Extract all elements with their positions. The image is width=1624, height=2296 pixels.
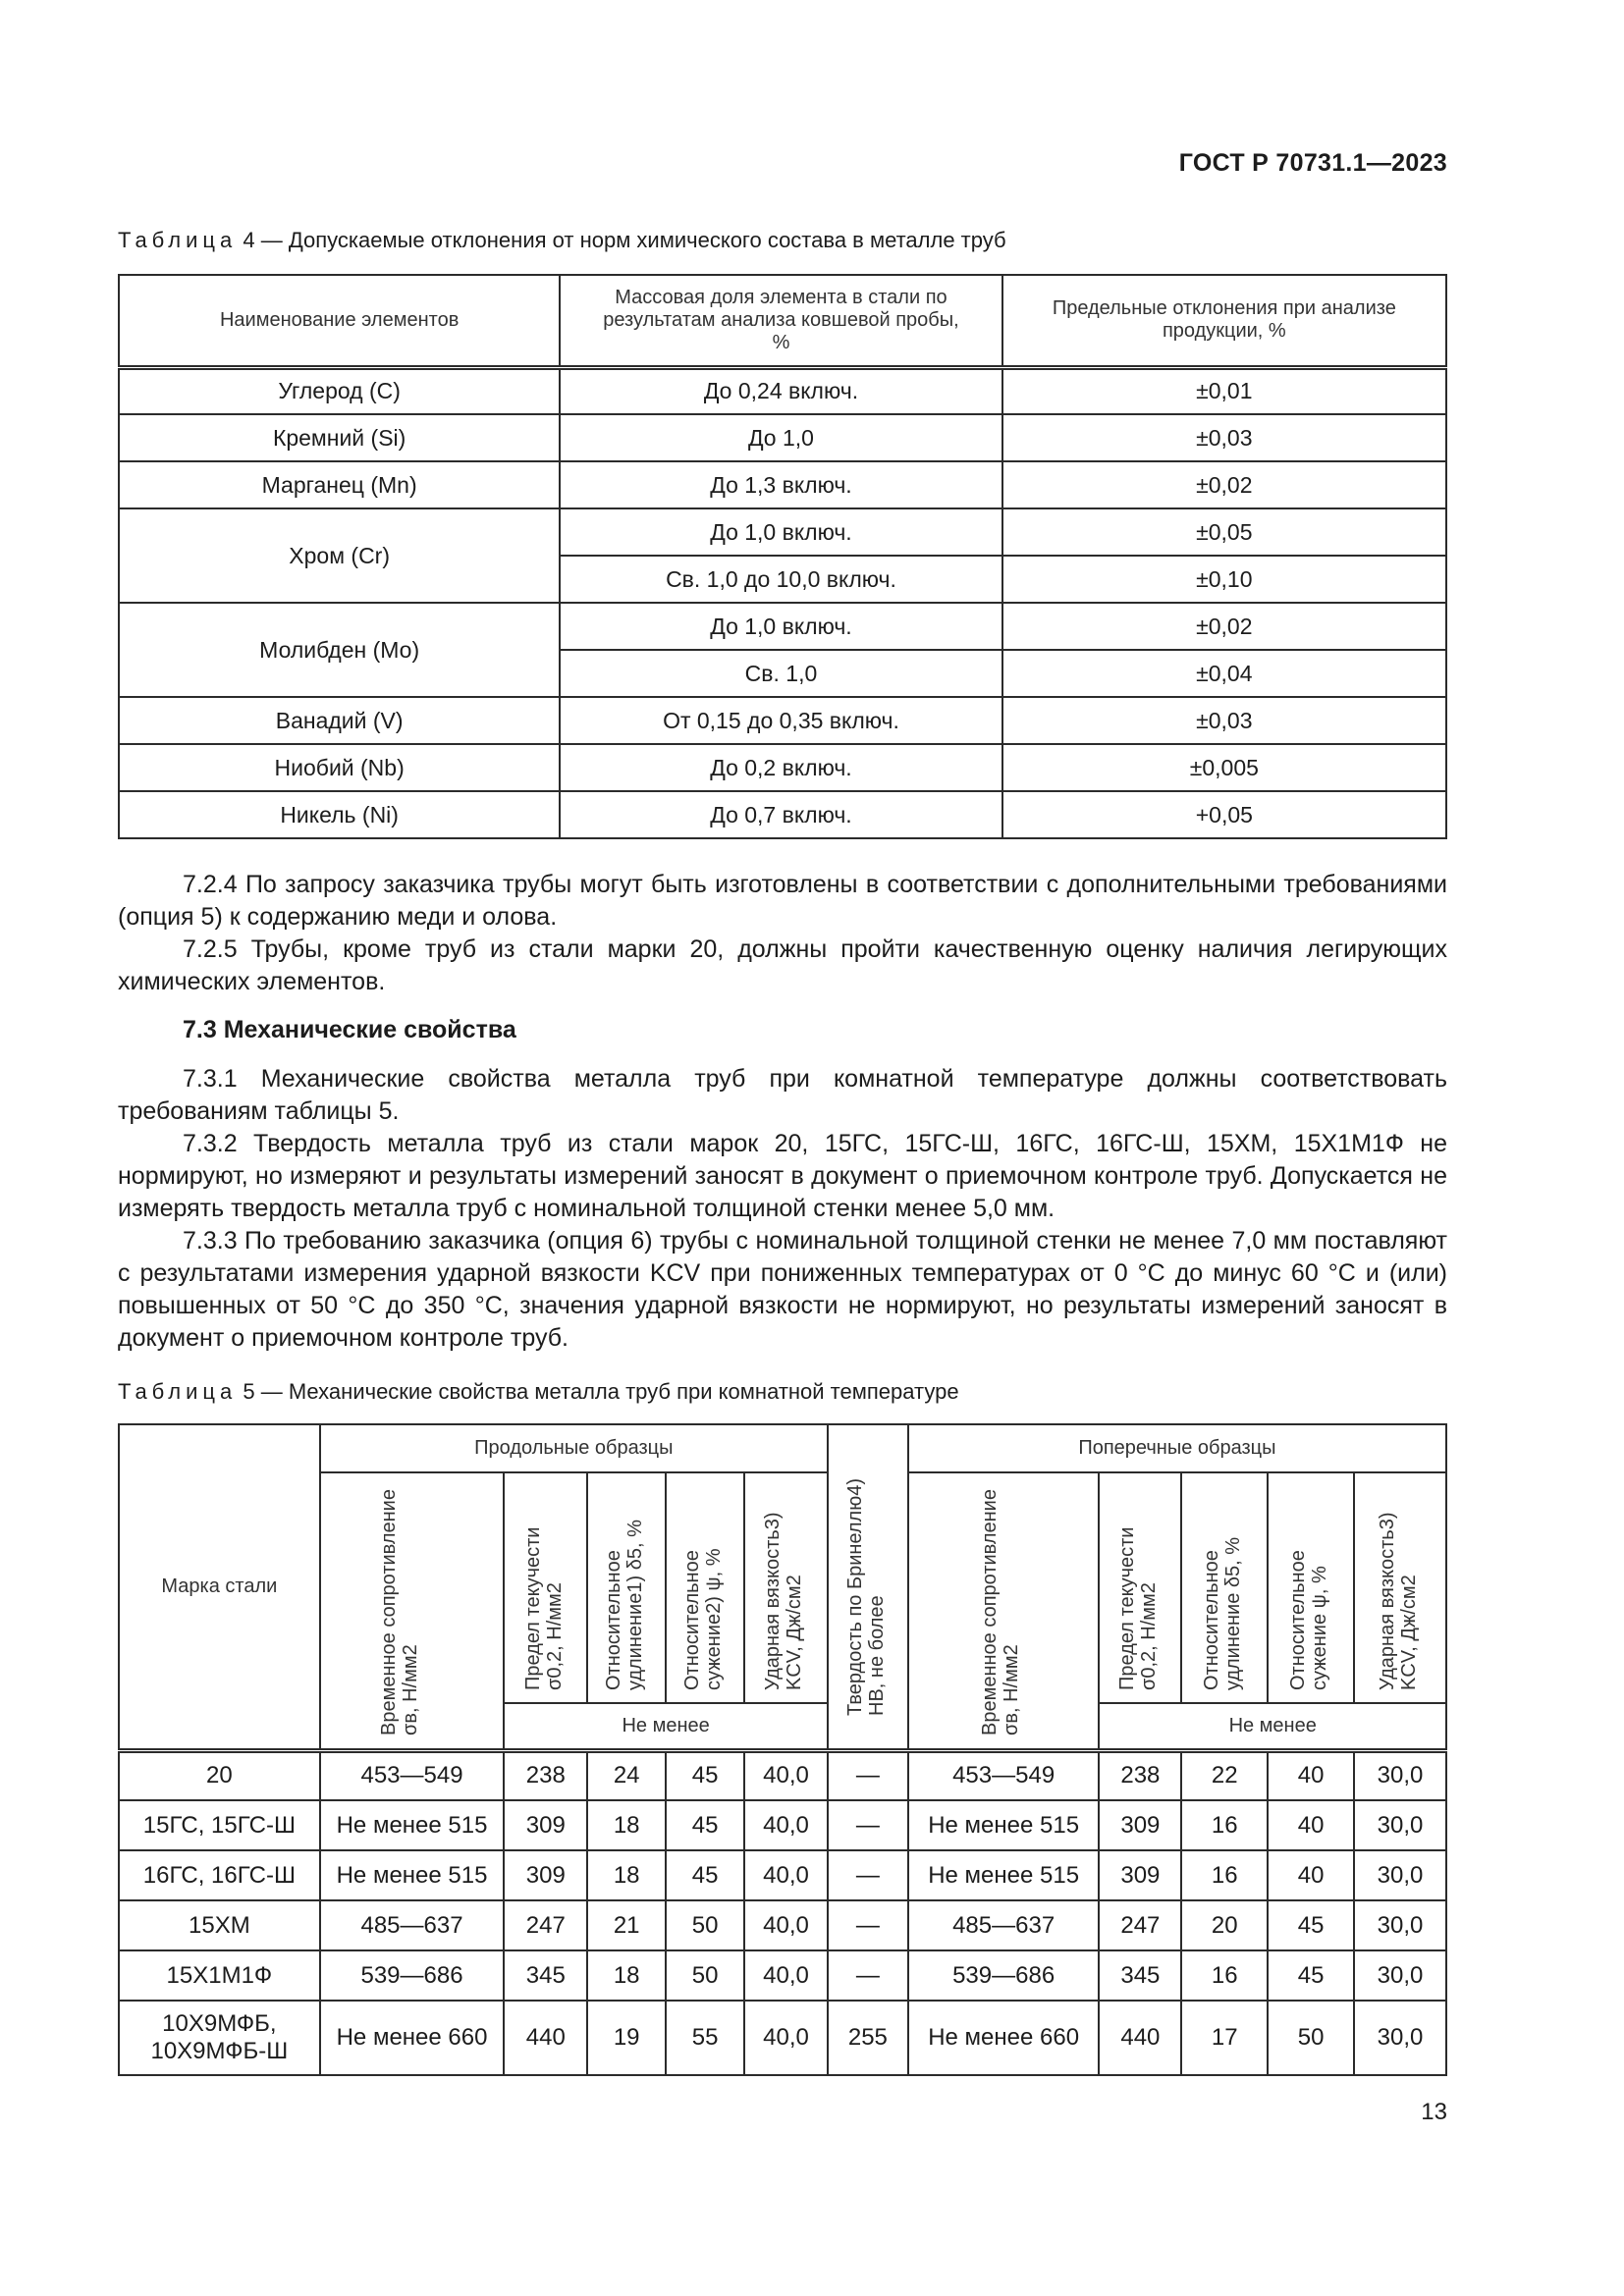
table5-trans-yield: 238 xyxy=(1099,1750,1181,1800)
table5-hardness: 255 xyxy=(828,2001,908,2075)
table4-caption-word: Таблица xyxy=(118,228,238,252)
paragraph-7-2-5: 7.2.5 Трубы, кроме труб из стали марки 20, должны пройти качественную оценку наличия легирующих химических элементов. xyxy=(118,935,1447,995)
table4-element: Ванадий (V) xyxy=(119,697,560,744)
table5-long-tensile: Не менее 515 xyxy=(320,1850,505,1900)
table5-trans-reduct: 40 xyxy=(1268,1800,1354,1850)
col-label: Ударная вязкость3) KCV, Дж/см2 xyxy=(762,1512,806,1690)
table5-trans-elong: 17 xyxy=(1181,2001,1268,2075)
table5-trans-col-2 xyxy=(1181,1472,1268,1703)
col-label: Относительное удлинение δ5, % xyxy=(1201,1536,1245,1690)
table5-long-yield: 440 xyxy=(504,2001,587,2075)
table5-long-col-0 xyxy=(320,1472,505,1750)
table5-caption xyxy=(118,1379,959,1405)
table-row xyxy=(119,1850,1446,1900)
table5-long-impact: 40,0 xyxy=(744,1750,828,1800)
table5-trans-impact: 30,0 xyxy=(1354,1750,1446,1800)
table5-trans-tensile: 453—549 xyxy=(908,1750,1100,1800)
table5-caption-text: 5 — Механические свойства металла труб при комнатной температуре xyxy=(243,1379,959,1404)
table5-long-impact: 40,0 xyxy=(744,1900,828,1950)
table4-deviation: ±0,02 xyxy=(1002,461,1446,508)
table5-long-tensile: Не менее 660 xyxy=(320,2001,505,2075)
paragraph-7-3-3: 7.3.3 По требованию заказчика (опция 6) трубы с номинальной толщиной стенки не менее 7,0 мм поставляют с результатами измерения ударной вязкости KCV при пониженных температурах от 0 °С до минус 60 °С и (или) повышенных от 50 °С до 350 °С, значения ударной вязкости не нормируют, но результаты измерений заносят в документ о приемочном контроле труб. xyxy=(118,1227,1447,1352)
table5-trans-yield: 345 xyxy=(1099,1950,1181,2001)
table5-trans-tensile: Не менее 660 xyxy=(908,2001,1100,2075)
table5-hardness: — xyxy=(828,1800,908,1850)
table4-caption-text: 4 — Допускаемые отклонения от норм химического состава в металле труб xyxy=(243,228,1006,252)
table5-trans-col-0 xyxy=(908,1472,1100,1750)
table5-trans-col-3 xyxy=(1268,1472,1354,1703)
table4-fraction: До 0,24 включ. xyxy=(560,367,1001,414)
table4-deviation: ±0,03 xyxy=(1002,697,1446,744)
table5-trans-reduct: 40 xyxy=(1268,1750,1354,1800)
table4-element: Молибден (Мо) xyxy=(119,603,560,697)
table5-long-not-less: Не менее xyxy=(504,1703,828,1750)
table5-trans-impact: 30,0 xyxy=(1354,2001,1446,2075)
table4-deviation: ±0,01 xyxy=(1002,367,1446,414)
table4-fraction: Св. 1,0 до 10,0 включ. xyxy=(560,556,1001,603)
table5-trans-reduct: 50 xyxy=(1268,2001,1354,2075)
table5-trans-tensile: Не менее 515 xyxy=(908,1850,1100,1900)
table5-header-transverse: Поперечные образцы xyxy=(908,1424,1446,1472)
table5-trans-tensile: 485—637 xyxy=(908,1900,1100,1950)
table4-deviation: ±0,005 xyxy=(1002,744,1446,791)
table4-fraction: До 1,3 включ. xyxy=(560,461,1001,508)
table4-fraction: До 1,0 xyxy=(560,414,1001,461)
table5-hardness: — xyxy=(828,1750,908,1800)
table4-element: Углерод (С) xyxy=(119,367,560,414)
paragraph-7-3-2: 7.3.2 Твердость металла труб из стали марок 20, 15ГС, 15ГС-Ш, 16ГС, 16ГС-Ш, 15ХМ, 15Х1М1Ф не нормируют, но измеряют и результаты измерений заносят в документ о приемочном контроле труб. Допускается не измерять твердость металла труб с номинальной толщиной стенки менее 5,0 мм. xyxy=(118,1130,1447,1222)
table5-grade: 15ХМ xyxy=(119,1900,320,1950)
table5-trans-yield: 440 xyxy=(1099,2001,1181,2075)
table5-trans-impact: 30,0 xyxy=(1354,1850,1446,1900)
table5-long-elong: 21 xyxy=(587,1900,666,1950)
table4 xyxy=(118,274,1447,839)
table4-element: Марганец (Mn) xyxy=(119,461,560,508)
table5-hardness: — xyxy=(828,1850,908,1900)
table-row xyxy=(119,1800,1446,1850)
table5-trans-elong: 16 xyxy=(1181,1850,1268,1900)
table5-header-longitudinal: Продольные образцы xyxy=(320,1424,828,1472)
table5 xyxy=(118,1423,1447,2076)
table4-fraction: До 0,2 включ. xyxy=(560,744,1001,791)
table5-long-col-2 xyxy=(587,1472,666,1703)
table-row xyxy=(119,791,1446,838)
table4-deviation: ±0,04 xyxy=(1002,650,1446,697)
table-row xyxy=(119,414,1446,461)
table5-trans-impact: 30,0 xyxy=(1354,1950,1446,2001)
col-label: Относительное удлинение1) δ5, % xyxy=(603,1520,647,1690)
page-number: 13 xyxy=(1421,2099,1447,2125)
table-row xyxy=(119,697,1446,744)
table5-long-yield: 247 xyxy=(504,1900,587,1950)
table5-long-tensile: Не менее 515 xyxy=(320,1800,505,1850)
table5-trans-col-1 xyxy=(1099,1472,1181,1703)
table4-element: Никель (Ni) xyxy=(119,791,560,838)
section-heading-7-3: 7.3 Механические свойства xyxy=(183,1016,516,1043)
table4-element: Ниобий (Nb) xyxy=(119,744,560,791)
table5-hardness: — xyxy=(828,1900,908,1950)
table5-header-group-row xyxy=(119,1424,1446,1472)
table5-trans-reduct: 45 xyxy=(1268,1950,1354,2001)
table5-long-col-4 xyxy=(744,1472,828,1703)
table-row xyxy=(119,508,1446,556)
table-row xyxy=(119,1900,1446,1950)
col-label: Предел текучести σ0,2, Н/мм2 xyxy=(521,1526,566,1690)
table5-long-elong: 18 xyxy=(587,1850,666,1900)
table-row xyxy=(119,367,1446,414)
table-row xyxy=(119,603,1446,650)
table5-long-reduct: 55 xyxy=(666,2001,744,2075)
section-7-3 xyxy=(118,1014,1447,1046)
paragraph-7-2-4: 7.2.4 По запросу заказчика трубы могут быть изготовлены в соответствии с дополнительными требованиями (опция 5) к содержанию меди и олова. xyxy=(118,871,1447,931)
col-label: Относительное сужение ψ, % xyxy=(1287,1550,1331,1690)
table5-trans-elong: 16 xyxy=(1181,1950,1268,2001)
table4-deviation: ±0,10 xyxy=(1002,556,1446,603)
table5-hardness: — xyxy=(828,1950,908,2001)
table5-long-tensile: 539—686 xyxy=(320,1950,505,2001)
table5-trans-not-less: Не менее xyxy=(1099,1703,1446,1750)
table4-element: Хром (Cr) xyxy=(119,508,560,603)
table5-trans-impact: 30,0 xyxy=(1354,1800,1446,1850)
table5-long-impact: 40,0 xyxy=(744,1800,828,1850)
table5-trans-elong: 20 xyxy=(1181,1900,1268,1950)
table-row xyxy=(119,461,1446,508)
table4-fraction: Св. 1,0 xyxy=(560,650,1001,697)
table5-grade: 15Х1М1Ф xyxy=(119,1950,320,2001)
col-label: Ударная вязкость3) KCV, Дж/см2 xyxy=(1377,1512,1421,1690)
table5-trans-tensile: 539—686 xyxy=(908,1950,1100,2001)
table5-long-elong: 18 xyxy=(587,1800,666,1850)
table-row xyxy=(119,1750,1446,1800)
table5-header-grade: Марка стали xyxy=(119,1424,320,1750)
table5-long-elong: 24 xyxy=(587,1750,666,1800)
table5-long-yield: 238 xyxy=(504,1750,587,1800)
table4-header-element: Наименование элементов xyxy=(119,275,560,367)
table5-long-tensile: 453—549 xyxy=(320,1750,505,1800)
table5-long-tensile: 485—637 xyxy=(320,1900,505,1950)
standard-number: ГОСТ Р 70731.1—2023 xyxy=(1178,149,1447,177)
paragraph-7-3-1: 7.3.1 Механические свойства металла труб при комнатной температуре должны соответствовать требованиям таблицы 5. xyxy=(118,1065,1447,1125)
table4-deviation: ±0,05 xyxy=(1002,508,1446,556)
table5-trans-impact: 30,0 xyxy=(1354,1900,1446,1950)
table4-fraction: До 1,0 включ. xyxy=(560,603,1001,650)
table5-trans-elong: 16 xyxy=(1181,1800,1268,1850)
table-row xyxy=(119,1950,1446,2001)
table5-trans-reduct: 45 xyxy=(1268,1900,1354,1950)
table5-grade: 20 xyxy=(119,1750,320,1800)
body-text-73 xyxy=(118,1063,1447,1355)
table5-long-impact: 40,0 xyxy=(744,1950,828,2001)
table5-trans-yield: 247 xyxy=(1099,1900,1181,1950)
table5-trans-tensile: Не менее 515 xyxy=(908,1800,1100,1850)
table5-long-yield: 309 xyxy=(504,1800,587,1850)
table5-long-reduct: 45 xyxy=(666,1850,744,1900)
table5-long-col-3 xyxy=(666,1472,744,1703)
table4-deviation: ±0,03 xyxy=(1002,414,1446,461)
table4-fraction: От 0,15 до 0,35 включ. xyxy=(560,697,1001,744)
table5-caption-word: Таблица xyxy=(118,1379,238,1404)
table4-header-deviation: Предельные отклонения при анализе продукции, % xyxy=(1002,275,1446,367)
col-label: Предел текучести σ0,2, Н/мм2 xyxy=(1116,1526,1161,1690)
table5-grade: 15ГС, 15ГС-Ш xyxy=(119,1800,320,1850)
table5-hardness-label: Твердость по Бринеллю4) НВ, не более xyxy=(843,1478,888,1717)
table5-long-yield: 345 xyxy=(504,1950,587,2001)
table4-fraction: До 1,0 включ. xyxy=(560,508,1001,556)
table5-long-reduct: 45 xyxy=(666,1800,744,1850)
body-text-72 xyxy=(118,869,1447,998)
table-row xyxy=(119,2001,1446,2075)
table5-trans-elong: 22 xyxy=(1181,1750,1268,1800)
table5-long-impact: 40,0 xyxy=(744,1850,828,1900)
col-label: Относительное сужение2) ψ, % xyxy=(681,1548,726,1690)
table5-long-elong: 18 xyxy=(587,1950,666,2001)
table4-caption xyxy=(118,228,1006,253)
col-label: Временное сопротивление σв, Н/мм2 xyxy=(979,1488,1023,1735)
table5-trans-reduct: 40 xyxy=(1268,1850,1354,1900)
table5-trans-yield: 309 xyxy=(1099,1850,1181,1900)
table5-long-reduct: 50 xyxy=(666,1950,744,2001)
table5-long-col-1 xyxy=(504,1472,587,1703)
table5-trans-col-4 xyxy=(1354,1472,1446,1703)
table4-deviation: +0,05 xyxy=(1002,791,1446,838)
table-row xyxy=(119,744,1446,791)
table5-trans-yield: 309 xyxy=(1099,1800,1181,1850)
table4-element: Кремний (Si) xyxy=(119,414,560,461)
table5-long-reduct: 45 xyxy=(666,1750,744,1800)
table4-header-fraction: Массовая доля элемента в стали по результатам анализа ковшевой пробы, % xyxy=(560,275,1001,367)
table4-header-row xyxy=(119,275,1446,367)
table5-long-reduct: 50 xyxy=(666,1900,744,1950)
table5-long-impact: 40,0 xyxy=(744,2001,828,2075)
table5-long-yield: 309 xyxy=(504,1850,587,1900)
table4-fraction: До 0,7 включ. xyxy=(560,791,1001,838)
table5-grade: 16ГС, 16ГС-Ш xyxy=(119,1850,320,1900)
table5-grade: 10Х9МФБ, 10Х9МФБ-Ш xyxy=(119,2001,320,2075)
table5-header-hardness xyxy=(828,1424,908,1750)
table4-deviation: ±0,02 xyxy=(1002,603,1446,650)
col-label: Временное сопротивление σв, Н/мм2 xyxy=(377,1488,421,1735)
table5-long-elong: 19 xyxy=(587,2001,666,2075)
